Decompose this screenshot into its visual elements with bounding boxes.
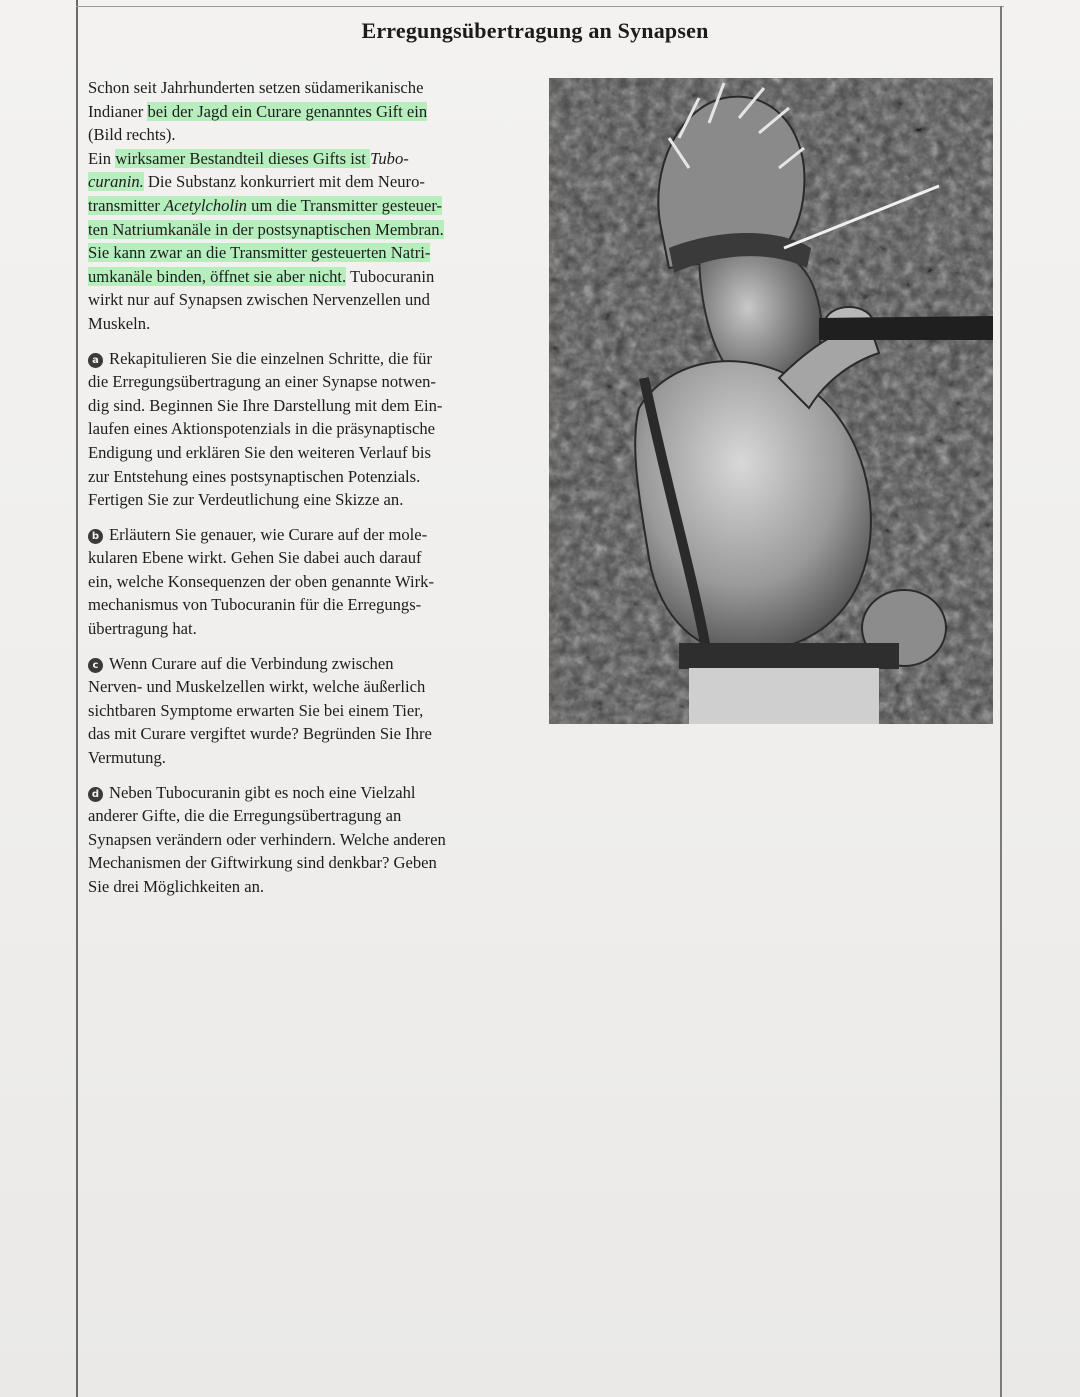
task-line: Erläutern Sie genauer, wie Curare auf der mole-: [109, 524, 428, 544]
task-line: laufen eines Aktionspotenzials in die präsynaptische: [88, 419, 435, 439]
task-line: Vermutung.: [88, 748, 166, 768]
intro-line: Die Substanz konkurriert mit dem Neuro-: [143, 172, 425, 192]
task-line: kularen Ebene wirkt. Gehen Sie dabei auch darauf: [88, 548, 422, 568]
task-c: [88, 652, 528, 770]
highlighted-text: bei der Jagd ein Curare genanntes Gift ein: [147, 101, 428, 121]
loincloth-shape: [689, 668, 879, 724]
task-b: [88, 523, 528, 641]
task-line: Neben Tubocuranin gibt es noch eine Vielzahl: [109, 782, 416, 802]
task-d: [88, 781, 528, 899]
highlighted-text: transmitter: [88, 195, 165, 215]
task-badge-icon: d: [88, 787, 103, 802]
task-line: Mechanismen der Giftwirkung sind denkbar? Geben: [88, 853, 437, 873]
intro-line: wirkt nur auf Synapsen zwischen Nervenzellen und: [88, 290, 430, 310]
task-line: sichtbaren Symptome erwarten Sie bei einem Tier,: [88, 700, 424, 720]
intro-line: (Bild rechts).: [88, 125, 176, 145]
highlighted-text: Sie kann zwar an die Transmitter gesteuerten Natri-: [88, 243, 431, 263]
task-badge-icon: a: [88, 353, 103, 368]
task-a: [88, 347, 528, 512]
intro-line: Schon seit Jahrhunderten setzen südamerikanische: [88, 78, 424, 97]
task-line: Sie drei Möglichkeiten an.: [88, 877, 265, 896]
page-title: Erregungsübertragung an Synapsen: [361, 18, 709, 43]
highlighted-text: umkanäle binden, öffnet sie aber nicht.: [88, 266, 347, 286]
highlighted-text: wirksamer Bestandteil dieses Gifts ist: [115, 148, 371, 168]
highlighted-italic-term: Acetylcholin: [164, 195, 247, 215]
task-line: Fertigen Sie zur Verdeutlichung eine Skizze an.: [88, 490, 404, 510]
task-line: Endigung und erklären Sie den weiteren Verlauf bis: [88, 442, 431, 462]
task-line: das mit Curare vergiftet wurde? Begründen Sie Ihre: [88, 724, 432, 744]
belt-shape: [679, 643, 899, 669]
task-badge-icon: b: [88, 529, 103, 544]
highlighted-text: um die Transmitter gesteuer-: [246, 195, 443, 215]
text-column: [88, 76, 528, 910]
task-badge-icon: c: [88, 658, 103, 673]
intro-line: Muskeln.: [88, 313, 151, 333]
page-border-top: [76, 6, 1004, 7]
task-line: Synapsen verändern oder verhindern. Welche anderen: [88, 829, 446, 849]
task-line: übertragung hat.: [88, 619, 197, 639]
intro-paragraph: [88, 76, 528, 336]
task-line: Rekapitulieren Sie die einzelnen Schritte, die für: [109, 348, 433, 368]
task-line: ein, welche Konsequenzen der oben genannte Wirk-: [88, 571, 434, 591]
highlighted-text: ten Natriumkanäle in der postsynaptischen Membran.: [88, 219, 444, 239]
intro-line: Ein: [88, 148, 116, 168]
intro-line: Tubocuranin: [346, 266, 435, 286]
hunter-photo: [549, 78, 993, 724]
page-border-right: [1000, 6, 1002, 1397]
task-line: Wenn Curare auf die Verbindung zwischen: [109, 653, 394, 673]
task-line: mechanismus von Tubocuranin für die Erregungs-: [88, 595, 422, 615]
intro-line: Indianer: [88, 101, 148, 121]
task-line: anderer Gifte, die die Erregungsübertragung an: [88, 806, 402, 826]
highlighted-italic-term: curanin.: [88, 172, 144, 192]
task-line: dig sind. Beginnen Sie Ihre Darstellung mit dem Ein-: [88, 395, 443, 415]
task-line: Nerven- und Muskelzellen wirkt, welche äußerlich: [88, 677, 426, 697]
task-line: zur Entstehung eines postsynaptischen Potenzials.: [88, 466, 421, 486]
italic-term: Tubo-: [370, 148, 409, 168]
blowgun-shape: [819, 316, 993, 340]
task-line: die Erregungsübertragung an einer Synapse notwen-: [88, 372, 436, 392]
page-border-left: [76, 0, 78, 1397]
